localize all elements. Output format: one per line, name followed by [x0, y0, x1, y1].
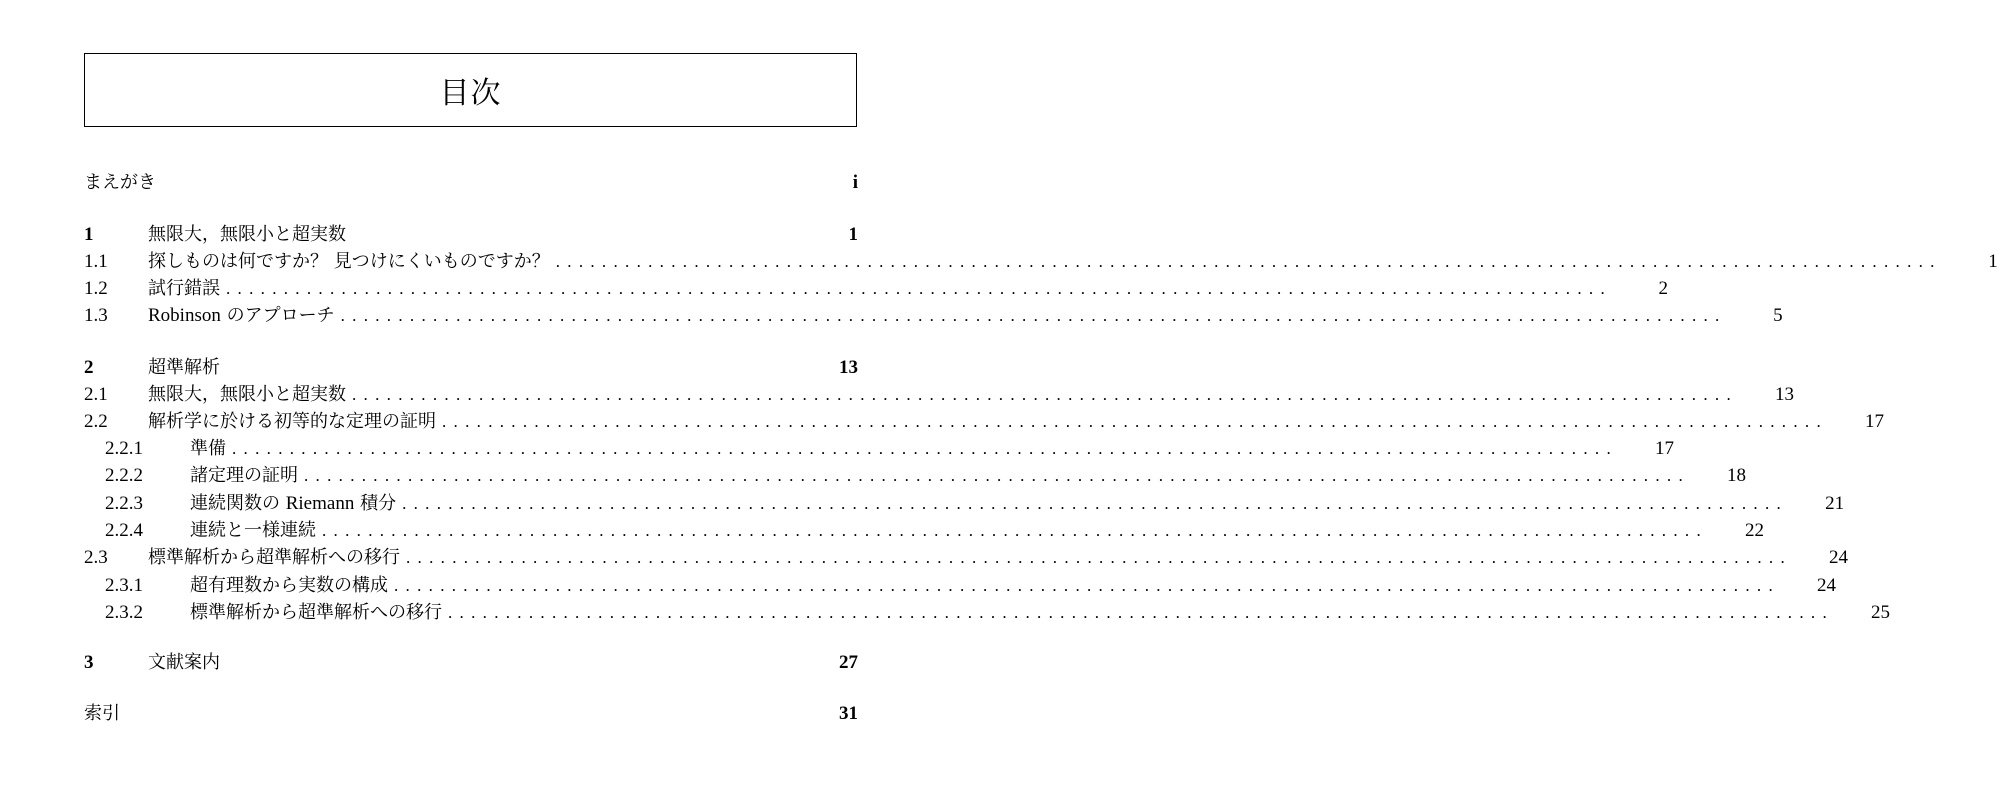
- toc-entry-page: i: [852, 172, 858, 193]
- toc-entry-subsection[interactable]: [84, 463, 1746, 489]
- toc-entry-number: 1: [84, 224, 94, 245]
- toc-entry-number: 2.2.3: [105, 493, 143, 514]
- toc-entry-page: 25: [1871, 602, 1890, 623]
- toc-entry-title: Robinson のアプローチ: [148, 305, 335, 326]
- toc-entry-number: 2.2.2: [105, 465, 143, 486]
- toc-entry-page: 18: [1727, 465, 1746, 486]
- toc-entry-title: 標準解析から超準解析への移行: [190, 602, 442, 623]
- toc-entry-title: 諸定理の証明: [190, 465, 298, 486]
- toc-entry-page: 1: [1988, 251, 1998, 272]
- toc-entry-page: 17: [1655, 438, 1674, 459]
- toc-leader-dots: ........................................................................................................................: [304, 466, 1690, 485]
- toc-entry-title: 索引: [84, 703, 120, 724]
- toc-entry-number: 2.1: [84, 384, 108, 405]
- toc-leader-dots: ........................................................................................................................: [442, 412, 1828, 431]
- toc-entry-title: 超有理数から実数の構成: [190, 575, 388, 596]
- toc-entry-page: 24: [1817, 575, 1836, 596]
- toc-entry-title: 超準解析: [148, 357, 220, 378]
- toc-entry-section[interactable]: [84, 545, 1848, 571]
- toc-title: 目次: [439, 76, 502, 111]
- toc-entry-subsection[interactable]: [84, 436, 1674, 462]
- toc-entry-chapter[interactable]: [84, 650, 858, 676]
- toc-entry-number: 3: [84, 652, 94, 673]
- toc-entry-page: 13: [839, 357, 858, 378]
- toc-entry-chapter[interactable]: [84, 170, 858, 196]
- toc-leader-dots: ........................................................................................................................: [232, 439, 1618, 458]
- toc-entry-number: 2: [84, 357, 94, 378]
- toc-entry-number: 2.3.2: [105, 602, 143, 623]
- toc-entry-page: 31: [839, 703, 858, 724]
- toc-entry-section[interactable]: [84, 249, 1998, 275]
- toc-leader-dots: ........................................................................................................................: [406, 548, 1792, 567]
- toc-entry-page: 5: [1773, 305, 1783, 326]
- toc-entry-number: 1.2: [84, 278, 108, 299]
- toc-entry-subsection[interactable]: [84, 573, 1836, 599]
- toc-leader-dots: ........................................................................................................................: [340, 306, 1727, 325]
- toc-leader-dots: ........................................................................................................................: [402, 494, 1789, 513]
- toc-entry-subsection[interactable]: [84, 491, 1845, 517]
- toc-entry-title: 探しものは何ですか？ 見つけにくいものですか？: [148, 251, 550, 272]
- toc-entry-page: 1: [848, 224, 858, 245]
- toc-entry-section[interactable]: [84, 409, 1884, 435]
- toc-leader-dots: ........................................................................................................................: [448, 603, 1834, 622]
- toc-entry-number: 2.2.4: [105, 520, 143, 541]
- toc-entry-section[interactable]: [84, 276, 1668, 302]
- toc-entry-page: 17: [1865, 411, 1884, 432]
- toc-entry-title: 無限大，無限小と超実数: [148, 224, 346, 245]
- toc-entry-title: 標準解析から超準解析への移行: [148, 547, 400, 568]
- toc-entry-page: 21: [1825, 493, 1845, 514]
- toc-entry-section[interactable]: [84, 303, 1783, 329]
- toc-entry-chapter[interactable]: [84, 222, 858, 248]
- toc-entry-number: 2.3: [84, 547, 108, 568]
- toc-entry-number: 1.3: [84, 305, 108, 326]
- toc-leader-dots: ........................................................................................................................: [394, 576, 1780, 595]
- toc-entry-title: まえがき: [84, 172, 156, 193]
- toc-entry-number: 2.3.1: [105, 575, 143, 596]
- toc-entry-title: 文献案内: [148, 652, 220, 673]
- toc-entry-title: 準備: [190, 438, 226, 459]
- toc-entry-page: 13: [1775, 384, 1794, 405]
- toc-leader-dots: ........................................................................................................................: [226, 279, 1612, 298]
- toc-entry-page: 2: [1658, 278, 1668, 299]
- toc-entry-title: 連続関数の Riemann 積分: [190, 493, 397, 514]
- toc-entry-number: 2.2: [84, 411, 108, 432]
- toc-entry-subsection[interactable]: [84, 600, 1890, 626]
- toc-leader-dots: ........................................................................................................................: [352, 385, 1738, 404]
- toc-entry-page: 24: [1829, 547, 1848, 568]
- toc-entry-number: 2.2.1: [105, 438, 143, 459]
- toc-entry-page: 22: [1745, 520, 1764, 541]
- toc-entry-title: 解析学に於ける初等的な定理の証明: [148, 411, 436, 432]
- toc-title-box: [84, 53, 857, 127]
- toc-entry-page: 27: [839, 652, 858, 673]
- toc-entry-subsection[interactable]: [84, 518, 1764, 544]
- toc-entry-section[interactable]: [84, 382, 1794, 408]
- toc-entry-title: 連続と一様連続: [190, 520, 316, 541]
- toc-entry-title: 試行錯誤: [148, 278, 220, 299]
- toc-entry-chapter[interactable]: [84, 355, 858, 381]
- toc-entry-chapter[interactable]: [84, 701, 858, 727]
- toc-leader-dots: ........................................................................................................................: [322, 521, 1708, 540]
- toc-entry-title: 無限大，無限小と超実数: [148, 384, 346, 405]
- toc-entry-number: 1.1: [84, 251, 108, 272]
- toc-leader-dots: ........................................................................................................................: [555, 252, 1942, 271]
